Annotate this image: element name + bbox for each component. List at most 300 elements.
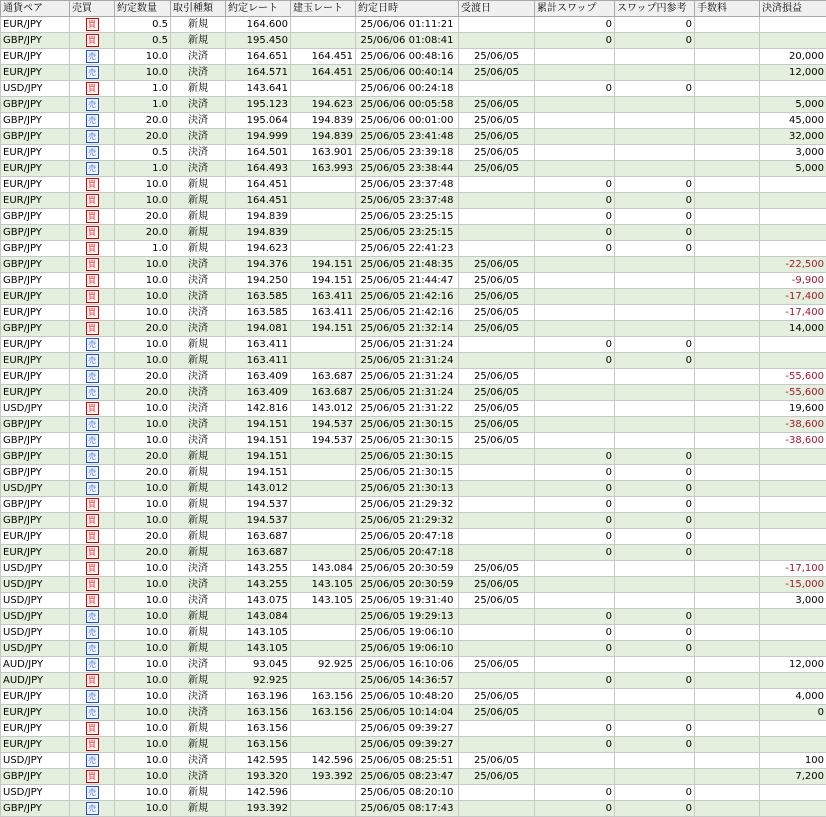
cell-qty: 20.0: [115, 465, 171, 481]
cell-settlement-date: 25/06/05: [459, 321, 535, 337]
buy-badge: 買: [86, 674, 99, 687]
sell-badge: 売: [86, 66, 99, 79]
sell-badge: 売: [86, 130, 99, 143]
cell-pair: EUR/JPY: [1, 17, 70, 33]
header-settlement-date[interactable]: 受渡日: [459, 1, 535, 17]
cell-side: [70, 145, 115, 161]
cell-swap-reference: 0: [615, 673, 695, 689]
header-swap-reference[interactable]: スワップ円参考: [615, 1, 695, 17]
cell-side: [70, 753, 115, 769]
cell-profit-loss: -17,400: [760, 305, 826, 321]
cell-profit-loss: [760, 209, 826, 225]
cell-type: 決済: [171, 401, 226, 417]
cell-qty: 10.0: [115, 593, 171, 609]
table-row[interactable]: [1, 737, 826, 753]
cell-type: 新規: [171, 33, 226, 49]
cell-swap-reference: 0: [615, 81, 695, 97]
header-row: [1, 1, 826, 17]
table-row[interactable]: [1, 513, 826, 529]
cell-swap-reference: 0: [615, 353, 695, 369]
cell-qty: 10.0: [115, 177, 171, 193]
table-row[interactable]: [1, 33, 826, 49]
header-rate[interactable]: 約定レート: [226, 1, 291, 17]
cell-datetime: 25/06/05 21:29:32: [356, 497, 459, 513]
cell-rate: 194.250: [226, 273, 291, 289]
cell-settlement-date: [459, 673, 535, 689]
cell-side: [70, 353, 115, 369]
cell-qty: 10.0: [115, 625, 171, 641]
cell-rate: 164.451: [226, 177, 291, 193]
table-row[interactable]: [1, 49, 826, 65]
cell-swap-reference: [615, 49, 695, 65]
table-row[interactable]: [1, 81, 826, 97]
cell-type: 決済: [171, 49, 226, 65]
cell-swap-reference: [615, 561, 695, 577]
table-row[interactable]: [1, 529, 826, 545]
cell-profit-loss: [760, 625, 826, 641]
cell-datetime: 25/06/06 00:01:00: [356, 113, 459, 129]
cell-settlement-date: 25/06/05: [459, 417, 535, 433]
cell-side: [70, 449, 115, 465]
cell-datetime: 25/06/05 21:30:13: [356, 481, 459, 497]
cell-cumulative-swap: [535, 305, 615, 321]
cell-datetime: 25/06/05 21:48:35: [356, 257, 459, 273]
cell-swap-reference: [615, 273, 695, 289]
cell-side: [70, 497, 115, 513]
cell-profit-loss: 3,000: [760, 593, 826, 609]
cell-qty: 20.0: [115, 385, 171, 401]
cell-qty: 1.0: [115, 81, 171, 97]
cell-qty: 10.0: [115, 289, 171, 305]
cell-pair: USD/JPY: [1, 593, 70, 609]
cell-rate: 163.196: [226, 689, 291, 705]
header-cumulative-swap[interactable]: 累計スワップ: [535, 1, 615, 17]
cell-type: 新規: [171, 673, 226, 689]
cell-qty: 10.0: [115, 641, 171, 657]
cell-cumulative-swap: 0: [535, 737, 615, 753]
cell-settlement-date: 25/06/05: [459, 689, 535, 705]
buy-badge: 買: [86, 738, 99, 751]
cell-pair: GBP/JPY: [1, 273, 70, 289]
buy-badge: 買: [86, 322, 99, 335]
cell-cumulative-swap: 0: [535, 337, 615, 353]
table-row[interactable]: [1, 657, 826, 673]
table-row[interactable]: [1, 753, 826, 769]
cell-cumulative-swap: [535, 145, 615, 161]
cell-cumulative-swap: 0: [535, 209, 615, 225]
cell-settlement-date: 25/06/05: [459, 593, 535, 609]
table-row[interactable]: [1, 209, 826, 225]
cell-side: [70, 33, 115, 49]
cell-cumulative-swap: [535, 385, 615, 401]
cell-side: [70, 49, 115, 65]
cell-qty: 20.0: [115, 449, 171, 465]
cell-settlement-date: 25/06/05: [459, 433, 535, 449]
table-row[interactable]: [1, 225, 826, 241]
cell-swap-reference: 0: [615, 481, 695, 497]
cell-type: 決済: [171, 161, 226, 177]
cell-position-rate: [291, 785, 356, 801]
cell-profit-loss: [760, 337, 826, 353]
cell-qty: 10.0: [115, 337, 171, 353]
cell-rate: 93.045: [226, 657, 291, 673]
header-datetime[interactable]: 約定日時: [356, 1, 459, 17]
cell-rate: 194.623: [226, 241, 291, 257]
cell-qty: 20.0: [115, 209, 171, 225]
cell-datetime: 25/06/05 23:38:44: [356, 161, 459, 177]
cell-fee: [695, 737, 760, 753]
cell-cumulative-swap: [535, 705, 615, 721]
cell-profit-loss: 14,000: [760, 321, 826, 337]
sell-badge: 売: [86, 610, 99, 623]
cell-pair: USD/JPY: [1, 625, 70, 641]
cell-profit-loss: -17,400: [760, 289, 826, 305]
cell-datetime: 25/06/06 00:05:58: [356, 97, 459, 113]
cell-pair: GBP/JPY: [1, 257, 70, 273]
cell-fee: [695, 289, 760, 305]
table-row[interactable]: [1, 145, 826, 161]
cell-side: [70, 529, 115, 545]
cell-rate: 164.600: [226, 17, 291, 33]
cell-cumulative-swap: 0: [535, 225, 615, 241]
table-row[interactable]: [1, 273, 826, 289]
table-row[interactable]: [1, 721, 826, 737]
cell-position-rate: 164.451: [291, 65, 356, 81]
cell-profit-loss: [760, 241, 826, 257]
table-row[interactable]: [1, 369, 826, 385]
sell-badge: 売: [86, 754, 99, 767]
sell-badge: 売: [86, 338, 99, 351]
cell-pair: AUD/JPY: [1, 657, 70, 673]
cell-datetime: 25/06/06 00:24:18: [356, 81, 459, 97]
cell-pair: AUD/JPY: [1, 673, 70, 689]
cell-rate: 195.064: [226, 113, 291, 129]
cell-rate: 142.595: [226, 753, 291, 769]
cell-pair: GBP/JPY: [1, 513, 70, 529]
cell-side: [70, 161, 115, 177]
cell-position-rate: 142.596: [291, 753, 356, 769]
cell-cumulative-swap: 0: [535, 33, 615, 49]
table-row[interactable]: [1, 481, 826, 497]
cell-swap-reference: [615, 97, 695, 113]
cell-rate: 194.151: [226, 465, 291, 481]
table-row[interactable]: [1, 305, 826, 321]
header-side[interactable]: 売買: [70, 1, 115, 17]
cell-profit-loss: -38,600: [760, 433, 826, 449]
cell-settlement-date: [459, 545, 535, 561]
cell-pair: EUR/JPY: [1, 385, 70, 401]
cell-position-rate: 194.537: [291, 417, 356, 433]
cell-fee: [695, 97, 760, 113]
table-row[interactable]: [1, 769, 826, 785]
cell-datetime: 25/06/05 21:30:15: [356, 433, 459, 449]
cell-fee: [695, 113, 760, 129]
table-row[interactable]: [1, 385, 826, 401]
cell-side: [70, 401, 115, 417]
cell-fee: [695, 657, 760, 673]
cell-pair: EUR/JPY: [1, 369, 70, 385]
cell-swap-reference: 0: [615, 465, 695, 481]
cell-cumulative-swap: [535, 689, 615, 705]
cell-rate: 163.687: [226, 545, 291, 561]
cell-qty: 10.0: [115, 273, 171, 289]
cell-swap-reference: 0: [615, 449, 695, 465]
cell-qty: 1.0: [115, 97, 171, 113]
cell-fee: [695, 177, 760, 193]
sell-badge: 売: [86, 706, 99, 719]
cell-position-rate: 194.537: [291, 433, 356, 449]
cell-position-rate: [291, 465, 356, 481]
cell-fee: [695, 257, 760, 273]
cell-rate: 143.105: [226, 625, 291, 641]
cell-datetime: 25/06/05 21:32:14: [356, 321, 459, 337]
cell-position-rate: 194.151: [291, 273, 356, 289]
cell-datetime: 25/06/05 21:31:24: [356, 385, 459, 401]
cell-position-rate: 163.901: [291, 145, 356, 161]
cell-qty: 10.0: [115, 577, 171, 593]
cell-swap-reference: [615, 593, 695, 609]
cell-rate: 164.493: [226, 161, 291, 177]
table-row[interactable]: [1, 65, 826, 81]
cell-side: [70, 561, 115, 577]
cell-profit-loss: -55,600: [760, 369, 826, 385]
sell-badge: 売: [86, 482, 99, 495]
cell-pair: EUR/JPY: [1, 145, 70, 161]
header-pair[interactable]: 通貨ペア: [1, 1, 70, 17]
cell-swap-reference: 0: [615, 641, 695, 657]
sell-badge: 売: [86, 114, 99, 127]
cell-fee: [695, 561, 760, 577]
cell-side: [70, 289, 115, 305]
cell-qty: 0.5: [115, 17, 171, 33]
table-row[interactable]: [1, 17, 826, 33]
cell-rate: 163.156: [226, 705, 291, 721]
table-row[interactable]: [1, 321, 826, 337]
cell-swap-reference: [615, 113, 695, 129]
cell-rate: 195.450: [226, 33, 291, 49]
cell-type: 新規: [171, 241, 226, 257]
table-row[interactable]: [1, 465, 826, 481]
cell-side: [70, 225, 115, 241]
cell-qty: 1.0: [115, 161, 171, 177]
cell-settlement-date: 25/06/05: [459, 97, 535, 113]
table-row[interactable]: [1, 241, 826, 257]
cell-position-rate: 164.451: [291, 49, 356, 65]
cell-swap-reference: 0: [615, 33, 695, 49]
cell-settlement-date: 25/06/05: [459, 385, 535, 401]
cell-profit-loss: [760, 801, 826, 817]
cell-type: 新規: [171, 225, 226, 241]
cell-type: 新規: [171, 721, 226, 737]
sell-badge: 売: [86, 802, 99, 815]
table-row[interactable]: [1, 353, 826, 369]
table-row[interactable]: [1, 673, 826, 689]
cell-rate: 194.151: [226, 433, 291, 449]
buy-badge: 買: [86, 18, 99, 31]
cell-pair: EUR/JPY: [1, 705, 70, 721]
cell-pair: GBP/JPY: [1, 241, 70, 257]
cell-type: 新規: [171, 529, 226, 545]
cell-cumulative-swap: 0: [535, 81, 615, 97]
buy-badge: 買: [86, 178, 99, 191]
cell-rate: 163.411: [226, 337, 291, 353]
cell-pair: EUR/JPY: [1, 289, 70, 305]
cell-side: [70, 705, 115, 721]
cell-swap-reference: 0: [615, 225, 695, 241]
cell-rate: 164.651: [226, 49, 291, 65]
cell-side: [70, 417, 115, 433]
cell-rate: 142.816: [226, 401, 291, 417]
cell-datetime: 25/06/05 20:30:59: [356, 561, 459, 577]
table-row[interactable]: [1, 705, 826, 721]
cell-qty: 10.0: [115, 737, 171, 753]
cell-fee: [695, 577, 760, 593]
cell-qty: 10.0: [115, 257, 171, 273]
cell-pair: GBP/JPY: [1, 225, 70, 241]
cell-position-rate: [291, 449, 356, 465]
header-position-rate[interactable]: 建玉レート: [291, 1, 356, 17]
cell-cumulative-swap: 0: [535, 673, 615, 689]
cell-fee: [695, 401, 760, 417]
table-row[interactable]: [1, 129, 826, 145]
cell-settlement-date: 25/06/05: [459, 65, 535, 81]
cell-pair: EUR/JPY: [1, 193, 70, 209]
table-row[interactable]: [1, 97, 826, 113]
cell-side: [70, 113, 115, 129]
sell-badge: 売: [86, 642, 99, 655]
cell-qty: 10.0: [115, 513, 171, 529]
cell-pair: GBP/JPY: [1, 417, 70, 433]
cell-settlement-date: [459, 225, 535, 241]
table-row[interactable]: [1, 289, 826, 305]
table-row[interactable]: [1, 609, 826, 625]
table-row[interactable]: [1, 545, 826, 561]
cell-pair: USD/JPY: [1, 753, 70, 769]
cell-datetime: 25/06/05 23:37:48: [356, 177, 459, 193]
cell-qty: 10.0: [115, 401, 171, 417]
cell-fee: [695, 369, 760, 385]
cell-pair: USD/JPY: [1, 609, 70, 625]
cell-swap-reference: 0: [615, 801, 695, 817]
cell-position-rate: [291, 801, 356, 817]
table-row[interactable]: [1, 801, 826, 817]
sell-badge: 売: [86, 466, 99, 479]
cell-side: [70, 721, 115, 737]
cell-position-rate: 163.156: [291, 705, 356, 721]
cell-position-rate: 92.925: [291, 657, 356, 673]
cell-side: [70, 369, 115, 385]
buy-badge: 買: [86, 514, 99, 527]
table-row[interactable]: [1, 177, 826, 193]
cell-settlement-date: [459, 33, 535, 49]
header-profit-loss[interactable]: 決済損益: [760, 1, 826, 17]
table-row[interactable]: [1, 401, 826, 417]
table-row[interactable]: [1, 417, 826, 433]
cell-cumulative-swap: [535, 369, 615, 385]
cell-qty: 20.0: [115, 321, 171, 337]
cell-profit-loss: 100: [760, 753, 826, 769]
cell-position-rate: 194.151: [291, 257, 356, 273]
header-qty[interactable]: 約定数量: [115, 1, 171, 17]
cell-profit-loss: -17,100: [760, 561, 826, 577]
cell-fee: [695, 625, 760, 641]
table-row[interactable]: [1, 561, 826, 577]
cell-fee: [695, 305, 760, 321]
cell-swap-reference: [615, 305, 695, 321]
cell-datetime: 25/06/05 19:06:10: [356, 641, 459, 657]
cell-rate: 194.537: [226, 497, 291, 513]
cell-side: [70, 257, 115, 273]
table-row[interactable]: [1, 625, 826, 641]
table-row[interactable]: [1, 193, 826, 209]
table-row[interactable]: [1, 593, 826, 609]
cell-fee: [695, 801, 760, 817]
table-row[interactable]: [1, 113, 826, 129]
cell-datetime: 25/06/05 21:29:32: [356, 513, 459, 529]
table-row[interactable]: [1, 257, 826, 273]
cell-datetime: 25/06/05 08:17:43: [356, 801, 459, 817]
cell-pair: EUR/JPY: [1, 545, 70, 561]
cell-side: [70, 689, 115, 705]
table-row[interactable]: [1, 337, 826, 353]
table-row[interactable]: [1, 497, 826, 513]
cell-position-rate: [291, 241, 356, 257]
header-fee[interactable]: 手数料: [695, 1, 760, 17]
buy-badge: 買: [86, 34, 99, 47]
cell-fee: [695, 145, 760, 161]
table-row[interactable]: [1, 161, 826, 177]
cell-profit-loss: 12,000: [760, 657, 826, 673]
cell-cumulative-swap: 0: [535, 481, 615, 497]
header-type[interactable]: 取引種類: [171, 1, 226, 17]
table-row[interactable]: [1, 641, 826, 657]
cell-position-rate: [291, 337, 356, 353]
cell-cumulative-swap: 0: [535, 625, 615, 641]
table-row[interactable]: [1, 689, 826, 705]
cell-type: 決済: [171, 657, 226, 673]
cell-rate: 194.081: [226, 321, 291, 337]
cell-datetime: 25/06/05 23:37:48: [356, 193, 459, 209]
cell-settlement-date: [459, 721, 535, 737]
table-row[interactable]: [1, 433, 826, 449]
cell-side: [70, 305, 115, 321]
table-row[interactable]: [1, 577, 826, 593]
cell-side: [70, 273, 115, 289]
table-row[interactable]: [1, 785, 826, 801]
cell-fee: [695, 769, 760, 785]
cell-fee: [695, 209, 760, 225]
cell-swap-reference: 0: [615, 625, 695, 641]
cell-swap-reference: [615, 145, 695, 161]
table-row[interactable]: [1, 449, 826, 465]
cell-settlement-date: [459, 81, 535, 97]
cell-pair: USD/JPY: [1, 481, 70, 497]
cell-fee: [695, 81, 760, 97]
buy-badge: 買: [86, 562, 99, 575]
cell-rate: 143.012: [226, 481, 291, 497]
cell-rate: 164.571: [226, 65, 291, 81]
cell-swap-reference: [615, 65, 695, 81]
cell-side: [70, 785, 115, 801]
cell-pair: GBP/JPY: [1, 465, 70, 481]
cell-rate: 143.641: [226, 81, 291, 97]
cell-side: [70, 129, 115, 145]
cell-qty: 20.0: [115, 529, 171, 545]
cell-pair: GBP/JPY: [1, 497, 70, 513]
cell-rate: 195.123: [226, 97, 291, 113]
buy-badge: 買: [86, 546, 99, 559]
cell-cumulative-swap: 0: [535, 721, 615, 737]
